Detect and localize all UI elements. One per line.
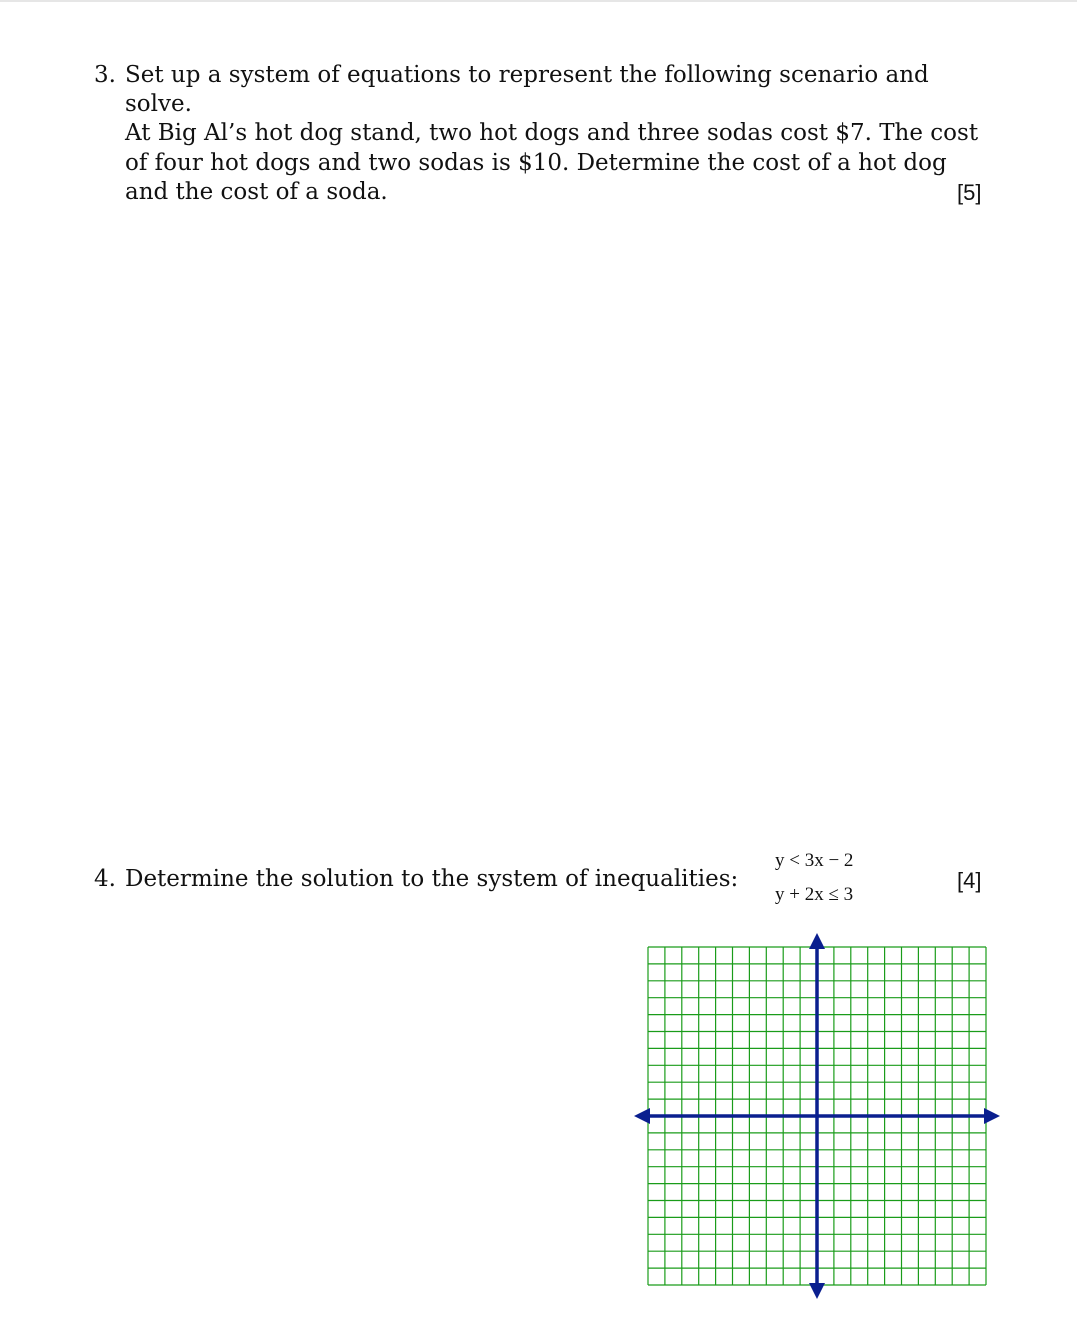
question-4-prompt: Determine the solution to the system of inequalities:	[125, 866, 739, 892]
y-axis-bottom-arrow	[809, 1283, 825, 1299]
question-3-scenario-line-1: At Big Al’s hot dog stand, two hot dogs and three sodas cost $7. The cost	[125, 120, 979, 146]
axes	[634, 933, 1000, 1299]
question-3-prompt-line-1: Set up a system of equations to represent the following scenario and	[125, 62, 929, 88]
question-3-scenario-line-3: and the cost of a soda.	[125, 179, 388, 205]
question-4-number: 4.	[94, 866, 116, 892]
x-axis-left-arrow	[634, 1108, 650, 1124]
question-4-marks: [4]	[957, 868, 982, 893]
question-3-prompt-line-2: solve.	[125, 91, 192, 117]
coordinate-grid[interactable]	[630, 928, 1005, 1303]
page-top-border	[0, 0, 1077, 2]
question-3-scenario-line-2: of four hot dogs and two sodas is $10. Determine the cost of a hot dog	[125, 150, 947, 176]
inequality-2: y + 2x ≤ 3	[775, 884, 854, 905]
question-3-marks: [5]	[957, 180, 982, 205]
y-axis-top-arrow	[809, 933, 825, 949]
question-3-number: 3.	[94, 62, 116, 88]
inequality-1: y < 3x − 2	[775, 850, 854, 871]
x-axis-right-arrow	[984, 1108, 1000, 1124]
